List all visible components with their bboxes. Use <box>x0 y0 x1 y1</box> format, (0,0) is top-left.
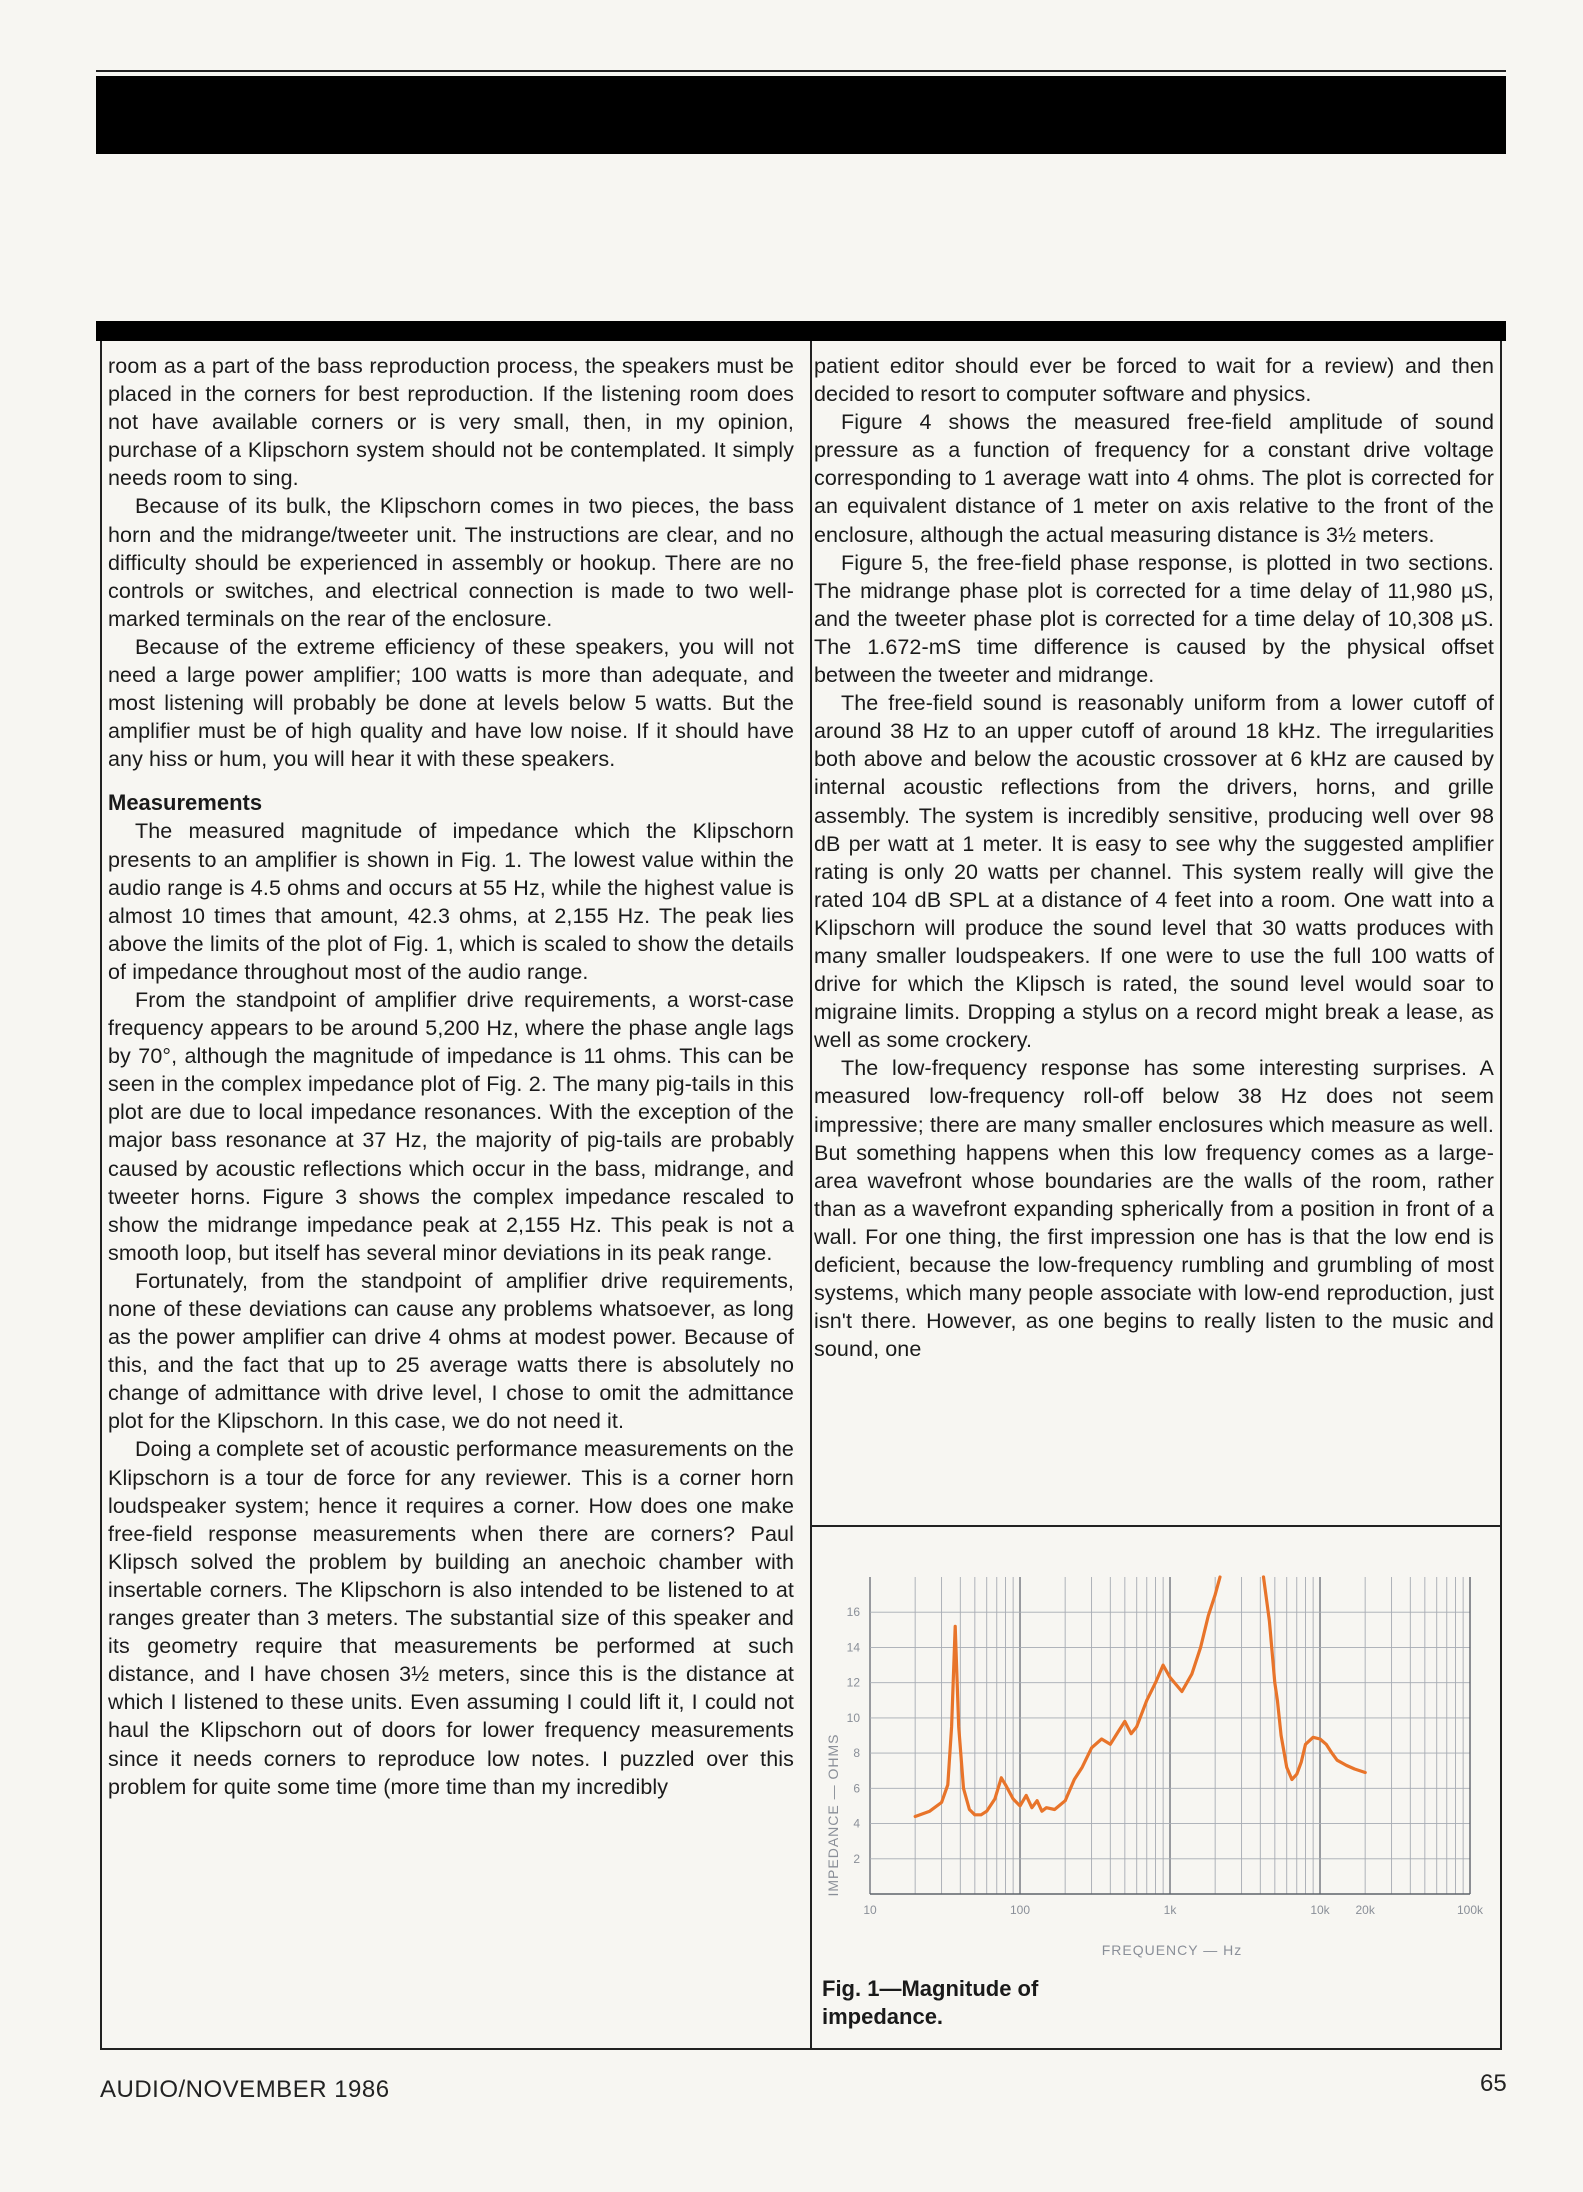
y-tick-label: 14 <box>846 1640 860 1655</box>
x-tick-label: 100 <box>1009 1903 1031 1917</box>
figure-1 <box>812 1525 1502 2048</box>
x-tick-label: 10k <box>1310 1903 1330 1917</box>
paragraph: From the standpoint of amplifier drive requirements, a worst-case frequency appears to be around 5,200 Hz, where the phase angle lags by 70°, although the magnitude of impedance is 11 ohms. This can be seen in the complex impedance plot of Fig. 2. The many pig-tails in this plot are due to local impedance resonances. With the exception of the major bass resonance at 37 Hz, the majority of pig-tails are probably caused by acoustic reflections which occur in the bass, midrange, and tweeter horns. Figure 3 shows the complex impedance rescaled to show the midrange impedance peak at 2,155 Hz. This peak is not a smooth loop, but itself has several minor deviations in its peak range. <box>108 987 794 1265</box>
impedance-chart <box>812 1527 1502 1967</box>
right-column <box>814 352 1494 1363</box>
paragraph: Because of its bulk, the Klipschorn comes in two pieces, the bass horn and the midrange/tweeter unit. The instructions are clear, and no difficulty should be experienced in assembly or hookup. There are no controls or switches, and electrical connection is made to two well-marked terminals on the rear of the enclosure. <box>108 494 794 631</box>
impedance-line-segment <box>1264 1577 1366 1780</box>
top-rule <box>96 70 1506 72</box>
y-tick-label: 8 <box>853 1746 860 1761</box>
paragraph: Figure 5, the free-field phase response, is plotted in two sections. The midrange phase plot is corrected for a time delay of 11,980 µS, and the tweeter phase plot is corrected for a time delay of 10,308 µS. The 1.672-mS time difference is caused by the physical offset between the tweeter and midrange. <box>814 550 1494 688</box>
chart-series <box>915 1577 1365 1817</box>
paragraph: The free-field sound is reasonably uniform from a lower cutoff of around 38 Hz to an upper cutoff of around 18 kHz. The irregularities both above and below the acoustic crossover at 6 kHz are caused by internal acoustic reflections from the drivers, horns, and grille assembly. The system is incredibly sensitive, producing well over 98 dB per watt at 1 meter. It is easy to see why the suggested amplifier rating is only 20 watts per channel. This system really will give the rated 104 dB SPL at a distance of 4 feet into a room. One watt into a Klipschorn will produce the sound level that 30 watts produces with many smaller loudspeakers. If one were to use the full 100 watts of drive for which the Klipsch is rated, the sound level would soar to migraine limits. Dropping a stylus on a record might break a lease, as well as some crockery. <box>814 691 1494 1053</box>
paragraph: The low-frequency response has some interesting surprises. A measured low-frequency roll-off below 38 Hz does not seem impressive; there are many smaller enclosures which measure as well. But something happens when this low frequency comes as a large-area wavefront whose boundaries are the walls of the room, rather than as a wavefront expanding spherically from a position in front of a wall. For one thing, the first impression one has is that the low end is deficient, because the low-frequency rumbling and grumbling of most systems, which many people associate with low-end reproduction, just isn't there. However, as one begins to really listen to the music and sound, one <box>814 1056 1494 1362</box>
chart-ticks <box>847 1605 1484 1917</box>
paragraph: The measured magnitude of impedance which the Klipschorn presents to an amplifier is shown in Fig. 1. The lowest value within the audio range is 4.5 ohms and occurs at 55 Hz, while the highest value is almost 10 times that amount, 42.3 ohms, at 2,155 Hz. The peak lies above the limits of the plot of Fig. 1, which is scaled to show the details of impedance throughout most of the audio range. <box>108 819 794 984</box>
x-tick-label: 10 <box>863 1903 877 1917</box>
y-tick-label: 10 <box>846 1710 860 1725</box>
impedance-line-segment <box>915 1577 1220 1817</box>
paragraph: Because of the extreme efficiency of these speakers, you will not need a large power amplifier; 100 watts is more than adequate, and most listening will probably be done at levels below 5 watts. But the amplifier must be of high quality and have low noise. If it should have any hiss or hum, you will hear it with these speakers. <box>108 634 794 772</box>
y-tick-label: 12 <box>846 1675 860 1690</box>
paragraph: room as a part of the bass reproduction process, the speakers must be placed in the corners for best reproduction. If the listening room does not have available corners or is very small, then, in my opinion, purchase of a Klipschorn system should not be contemplated. It simply needs room to sing. <box>108 354 794 491</box>
y-axis-label: IMPEDANCE — OHMS <box>825 1733 841 1897</box>
x-tick-label: 100k <box>1456 1903 1484 1917</box>
y-tick-label: 4 <box>853 1816 860 1831</box>
y-tick-label: 2 <box>853 1851 860 1866</box>
paragraph: Figure 4 shows the measured free-field amplitude of sound pressure as a function of frequency for a constant drive voltage corresponding to 1 average watt into 4 ohms. The plot is corrected for an equivalent distance of 1 meter on axis relative to the front of the enclosure, although the actual measuring distance is 3½ meters. <box>814 410 1494 547</box>
paragraph: patient editor should ever be forced to wait for a review) and then decided to resort to computer software and physics. <box>814 354 1494 407</box>
x-axis-label: FREQUENCY — Hz <box>1101 1942 1243 1958</box>
paragraph: Doing a complete set of acoustic performance measurements on the Klipschorn is a tour de force for any reviewer. This is a corner horn loudspeaker system; hence it requires a corner. How does one make free-field response measurements when there are corners? Paul Klipsch solved the problem by building an anechoic chamber with insertable corners. The Klipschorn is also intended to be listened to at ranges greater than 3 meters. The substantial size of this speaker and its geometry require that measurements be performed at such distance, and I have chosen 3½ meters, since this is the distance at which I listened to these units. Even assuming I could lift it, I could not haul the Klipschorn out of doors for lower frequency measurements since it needs corners to reproduce low notes. I puzzled over this problem for quite some time (more time than my incredibly <box>108 1437 794 1799</box>
section-heading: Measurements <box>108 790 263 816</box>
content-black-bar <box>96 321 1506 341</box>
page-number: 65 <box>1480 2070 1507 2097</box>
paragraph: Fortunately, from the standpoint of amplifier drive requirements, none of these deviations can cause any problems whatsoever, as long as the power amplifier can drive 4 ohms at modest power. Because of this, and the fact that up to 25 average watts there is absolutely no change of admittance with drive level, I chose to omit the admittance plot for the Klipschorn. In this case, we do not need it. <box>108 1268 794 1434</box>
publication-footer: AUDIO/NOVEMBER 1986 <box>100 2076 390 2103</box>
left-column <box>108 352 794 1801</box>
y-tick-label: 6 <box>853 1781 860 1796</box>
y-tick-label: 16 <box>846 1605 860 1620</box>
figure-caption: Fig. 1—Magnitude of impedance. <box>822 1976 1039 2029</box>
x-tick-label: 1k <box>1163 1903 1177 1917</box>
header-black-bar <box>96 76 1506 154</box>
x-tick-label: 20k <box>1355 1903 1375 1917</box>
